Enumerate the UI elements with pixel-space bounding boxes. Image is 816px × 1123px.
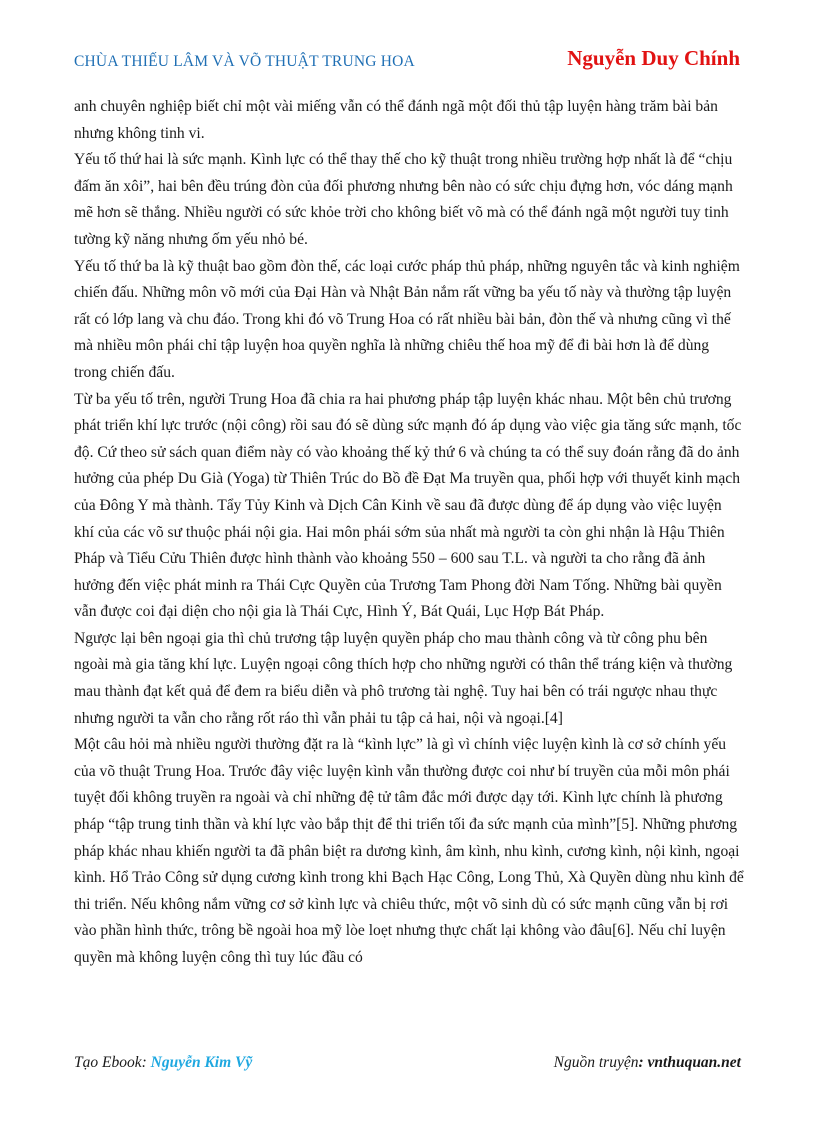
paragraph: Từ ba yếu tố trên, người Trung Hoa đã chia ra hai phương pháp tập luyện khác nhau. Một bên chủ trương phát triển khí lực trước (nội công) rồi sau đó sẽ dùng sức mạnh đó áp dụng vào việc gia tăng sức mạnh, tốc độ. Cứ theo sử sách quan điểm này có vào khoảng thế kỷ thứ 6 và chúng ta có thể suy đoán rằng đã do ảnh hưởng của phép Du Già (Yoga) từ Thiên Trúc do Bồ đề Đạt Ma truyền qua, phối hợp với thuyết kinh mạch của Đông Y mà thành. Tẩy Tủy Kinh và Dịch Cân Kinh về sau đã được dùng để áp dụng vào việc luyện khí của các võ sư thuộc phái nội gia. Hai môn phái sớm sủa nhất mà người ta còn ghi nhận là Hậu Thiên Pháp và Tiểu Cửu Thiên được hình thành vào khoảng 550 – 600 sau T.L. và người ta cho rằng đã ảnh hưởng đến việc phát minh ra Thái Cực Quyền của Trương Tam Phong đời Nam Tống. Những bài quyền vẫn được coi đại diện cho nội gia là Thái Cực, Hình Ý, Bát Quái, Lục Hợp Bát Pháp. [74, 390, 742, 621]
book-title: CHÙA THIẾU LÂM VÀ VÕ THUẬT TRUNG HOA [74, 53, 415, 70]
author-name: Nguyễn Duy Chính [567, 46, 740, 70]
source-label: Nguồn truyện [553, 1054, 639, 1071]
paragraph: anh chuyên nghiệp biết chỉ một vài miếng vẫn có thể đánh ngã một đối thủ tập luyện hàng trăm bài bản nhưng không tinh vi. [74, 98, 718, 142]
source-credit [554, 1054, 741, 1072]
body-text [74, 94, 744, 972]
paragraph: Yếu tố thứ ba là kỹ thuật bao gồm đòn thế, các loại cước pháp thủ pháp, những nguyên tắc và kinh nghiệm chiến đấu. Những môn võ mới của Đại Hàn và Nhật Bản nắm rất vững ba yếu tố này và thường tập luyện rất có lớp lang và chu đáo. Trong khi đó võ Trung Hoa có rất nhiều bài bản, đòn thế và nhưng cũng vì thế mà nhiều môn phái chỉ tập luyện hoa quyền nghĩa là những chiêu thế hoa mỹ để đi bài hơn là để dùng trong chiến đấu. [74, 257, 740, 381]
paragraph: Yếu tố thứ hai là sức mạnh. Kình lực có thể thay thế cho kỹ thuật trong nhiều trường hợp nhất là để “chịu đấm ăn xôi”, hai bên đều trúng đòn của đối phương nhưng bên nào có sức chịu đựng hơn, vóc dáng mạnh mẽ hơn sẽ thắng. Nhiều người có sức khỏe trời cho không biết võ mà có thể đánh ngã một người tuy tinh tường kỹ năng nhưng ốm yếu nhỏ bé. [74, 151, 733, 248]
source-site: vnthuquan.net [647, 1054, 741, 1071]
page-footer [74, 1054, 741, 1078]
ebook-creator-name: Nguyễn Kim Vỹ [150, 1054, 253, 1071]
paragraph: Một câu hỏi mà nhiều người thường đặt ra là “kình lực” là gì vì chính việc luyện kình là cơ sở chính yếu của võ thuật Trung Hoa. Trước đây việc luyện kình vẫn thường được coi như bí truyền của mỗi môn phái tuyệt đối không truyền ra ngoài và chỉ những đệ tử tâm đắc mới được dạy tới. Kình lực chính là phương pháp “tập trung tinh thần và khí lực vào bắp thịt để thi triển tối đa sức mạnh của mình”[5]. Những phương pháp khác nhau khiến người ta đã phân biệt ra dương kình, âm kình, nhu kình, cương kình, nội kình, ngoại kình. Hổ Trảo Công sử dụng cương kình trong khi Bạch Hạc Công, Long Thủ, Xà Quyền dùng nhu kình để thi triển. Nếu không nắm vững cơ sở kình lực và chiêu thức, một võ sinh dù có sức mạnh cũng vẫn bị rơi vào phần hình thức, trông bề ngoài hoa mỹ lòe loẹt nhưng thực chất lại không vào đâu[6]. Nếu chỉ luyện quyền mà không luyện công thì tuy lúc đầu có [74, 736, 744, 966]
ebook-credit [74, 1054, 252, 1072]
paragraph: Ngược lại bên ngoại gia thì chủ trương tập luyện quyền pháp cho mau thành công và từ công phu bên ngoài mà gia tăng khí lực. Luyện ngoại công thích hợp cho những người có thân thể tráng kiện và thường mau thành đạt kết quả để đem ra biểu diễn và phô trương tài nghệ. Tuy hai bên có trái ngược nhau thực nhưng người ta vẫn cho rằng rốt ráo thì vẫn phải tu tập cả hai, nội và ngoại.[4] [74, 629, 733, 727]
source-separator: : [638, 1054, 648, 1071]
ebook-separator: : [141, 1054, 151, 1071]
ebook-label: Tạo Ebook [74, 1054, 142, 1071]
page-header [74, 46, 740, 78]
